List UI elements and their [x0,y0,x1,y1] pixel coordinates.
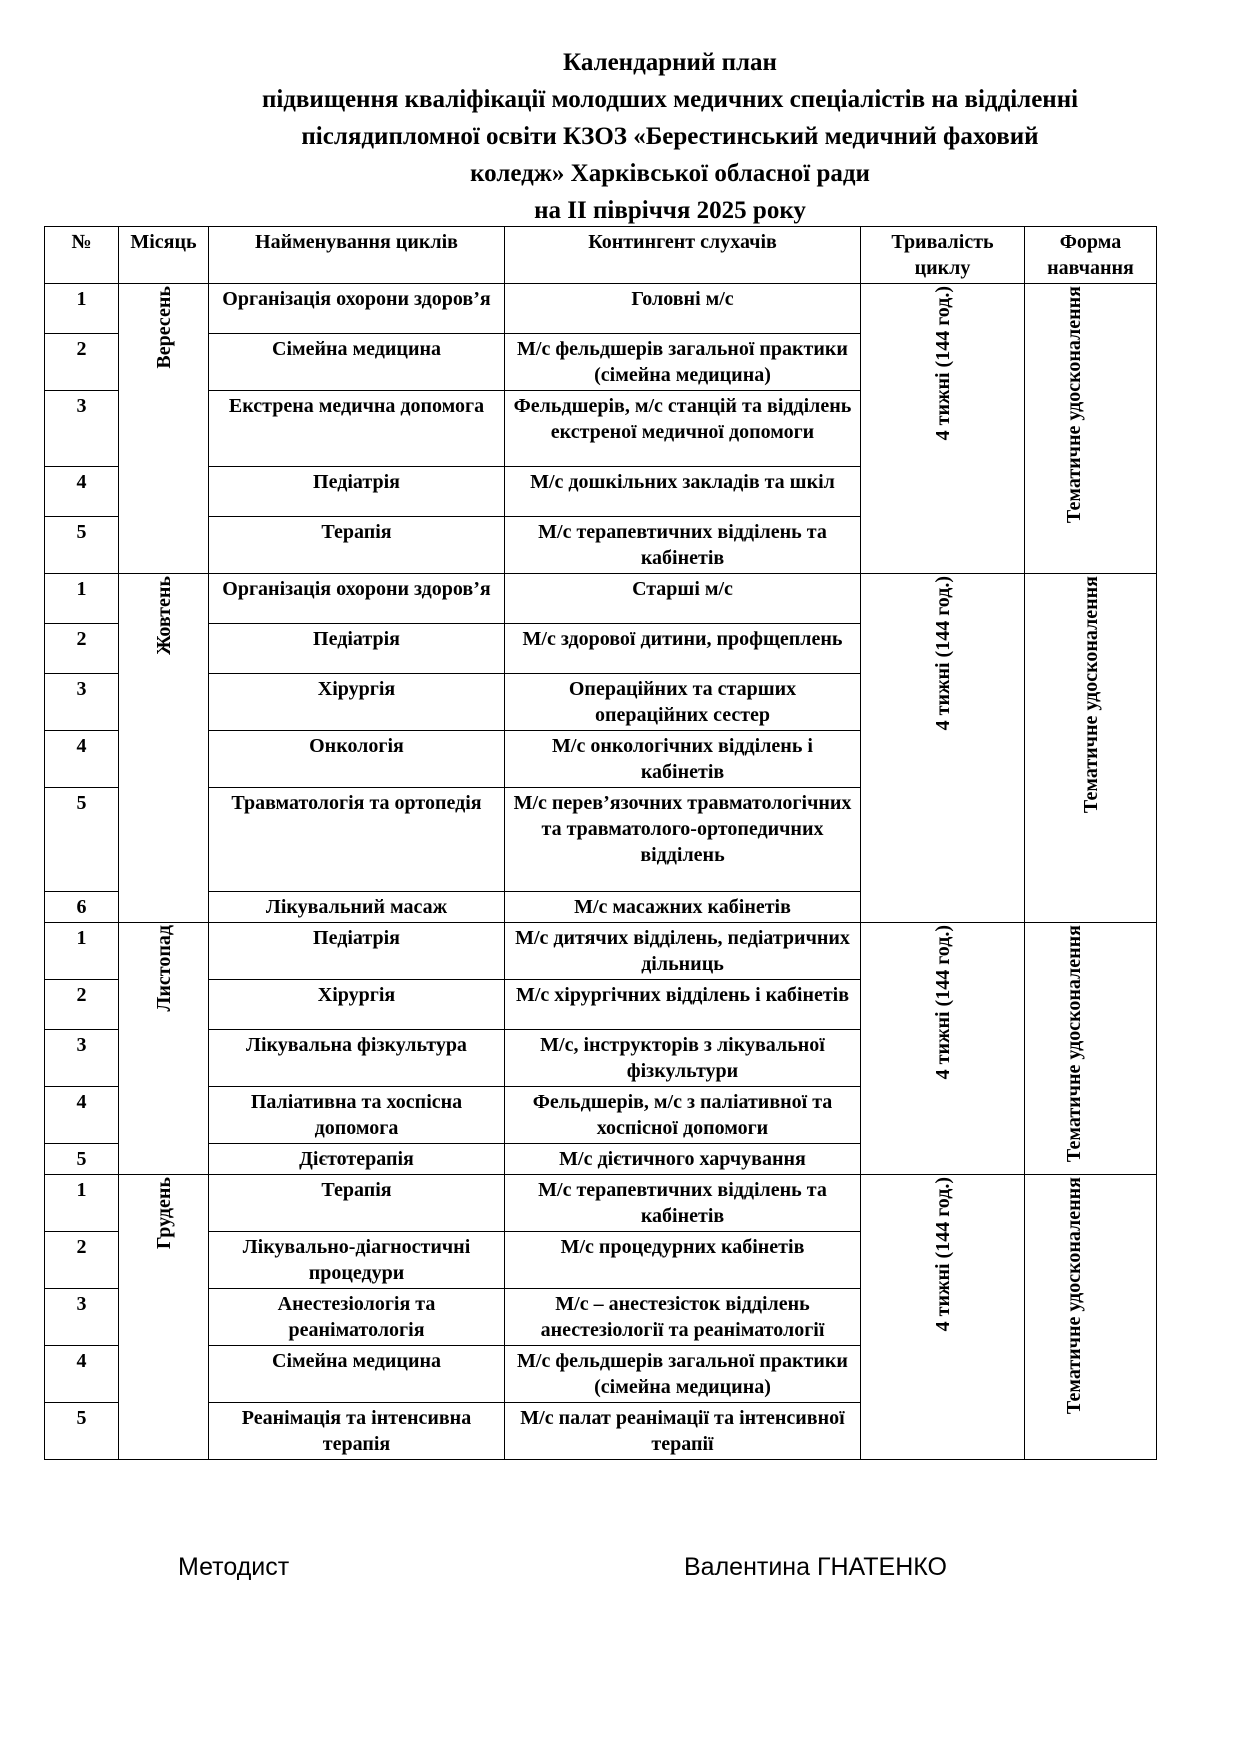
form-label: Тематичне удосконалення [1079,576,1102,814]
contingent: Фельдшерів, м/с з паліативної та хоспісної допомоги [505,1087,861,1144]
row-num: 1 [45,923,119,980]
table-row [45,284,1157,334]
form-label: Тематичне удосконалення [1062,925,1085,1163]
duration-label: 4 тижні (144 год.) [931,576,954,731]
title-line: післядипломної освіти КЗОЗ «Берестинський медичний фаховий [301,123,1039,150]
contingent: М/с фельдшерів загальної практики (сімейна медицина) [505,1346,861,1403]
row-num: 4 [45,1087,119,1144]
row-num: 2 [45,1232,119,1289]
duration-cell [861,574,1025,923]
month-cell [119,574,209,923]
contingent: М/с терапевтичних відділень та кабінетів [505,517,861,574]
duration-cell [861,923,1025,1175]
cycle-name: Сімейна медицина [209,334,505,391]
contingent: М/с фельдшерів загальної практики (сімейна медицина) [505,334,861,391]
cycle-name: Анестезіологія та реаніматологія [209,1289,505,1346]
cycle-name: Хірургія [209,674,505,731]
contingent: М/с дієтичного харчування [505,1144,861,1175]
row-num: 3 [45,1289,119,1346]
header-name: Найменування циклів [209,227,505,284]
signature-name: Валентина ГНАТЕНКО [684,1553,947,1581]
document-title [150,44,1190,229]
duration-cell [861,284,1025,574]
cycle-name: Терапія [209,517,505,574]
row-num: 4 [45,1346,119,1403]
header-duration: Тривалість циклу [861,227,1025,284]
table-row [45,923,1157,980]
contingent: М/с терапевтичних відділень та кабінетів [505,1175,861,1232]
contingent: Фельдшерів, м/с станцій та відділень екстреної медичної допомоги [505,391,861,467]
form-cell [1025,574,1157,923]
month-label: Жовтень [152,576,175,655]
cycle-name: Реанімація та інтенсивна терапія [209,1403,505,1460]
duration-cell [861,1175,1025,1460]
contingent: М/с – анестезісток відділень анестезіології та реаніматології [505,1289,861,1346]
month-cell [119,1175,209,1460]
month-label: Грудень [152,1177,175,1250]
title-line: на ІІ півріччя 2025 року [534,197,806,224]
row-num: 5 [45,788,119,892]
row-num: 4 [45,731,119,788]
header-num: № [45,227,119,284]
row-num: 2 [45,624,119,674]
contingent: М/с процедурних кабінетів [505,1232,861,1289]
row-num: 2 [45,980,119,1030]
cycle-name: Організація охорони здоров’я [209,284,505,334]
month-cell [119,923,209,1175]
header-contingent: Контингент слухачів [505,227,861,284]
cycle-name: Лікувальний масаж [209,892,505,923]
table-row [45,574,1157,624]
duration-label: 4 тижні (144 год.) [931,1177,954,1332]
contingent: М/с онкологічних відділень і кабінетів [505,731,861,788]
row-num: 6 [45,892,119,923]
title-line: коледж» Харківської обласної ради [470,160,870,187]
row-num: 5 [45,1403,119,1460]
month-cell [119,284,209,574]
cycle-name: Терапія [209,1175,505,1232]
contingent: М/с, інструкторів з лікувальної фізкультури [505,1030,861,1087]
cycle-name: Лікувальна фізкультура [209,1030,505,1087]
row-num: 3 [45,674,119,731]
row-num: 3 [45,391,119,467]
contingent: М/с масажних кабінетів [505,892,861,923]
title-line: підвищення кваліфікації молодших медичних спеціалістів на відділенні [261,86,1079,113]
row-num: 5 [45,517,119,574]
row-num: 5 [45,1144,119,1175]
contingent: М/с дитячих відділень, педіатричних дільниць [505,923,861,980]
header-form: Форма навчання [1025,227,1157,284]
row-num: 4 [45,467,119,517]
cycle-name: Педіатрія [209,467,505,517]
cycle-name: Паліативна та хоспісна допомога [209,1087,505,1144]
row-num: 1 [45,1175,119,1232]
cycle-name: Дієтотерапія [209,1144,505,1175]
table-row [45,1175,1157,1232]
contingent: Операційних та старших операційних сестер [505,674,861,731]
cycle-name: Хірургія [209,980,505,1030]
form-cell [1025,284,1157,574]
contingent: Головні м/с [505,284,861,334]
schedule-table [44,226,1157,1460]
form-cell [1025,1175,1157,1460]
cycle-name: Організація охорони здоров’я [209,574,505,624]
cycle-name: Екстрена медична допомога [209,391,505,467]
cycle-name: Травматологія та ортопедія [209,788,505,892]
header-month: Місяць [119,227,209,284]
header-row [45,227,1157,284]
contingent: М/с хірургічних відділень і кабінетів [505,980,861,1030]
duration-label: 4 тижні (144 год.) [931,925,954,1080]
cycle-name: Сімейна медицина [209,1346,505,1403]
form-label: Тематичне удосконалення [1062,1177,1085,1415]
month-label: Вересень [152,286,175,369]
contingent: Старші м/с [505,574,861,624]
title-line: Календарний план [563,49,777,76]
contingent: М/с дошкільних закладів та шкіл [505,467,861,517]
row-num: 1 [45,284,119,334]
form-cell [1025,923,1157,1175]
row-num: 2 [45,334,119,391]
cycle-name: Педіатрія [209,624,505,674]
cycle-name: Лікувально-діагностичні процедури [209,1232,505,1289]
cycle-name: Педіатрія [209,923,505,980]
form-label: Тематичне удосконалення [1062,286,1085,524]
signature-position: Методист [178,1553,290,1581]
row-num: 1 [45,574,119,624]
month-label: Листопад [152,925,175,1012]
contingent: М/с перев’язочних травматологічних та травматолого-ортопедичних відділень [505,788,861,892]
contingent: М/с палат реанімації та інтенсивної терапії [505,1403,861,1460]
contingent: М/с здорової дитини, профщеплень [505,624,861,674]
cycle-name: Онкологія [209,731,505,788]
row-num: 3 [45,1030,119,1087]
duration-label: 4 тижні (144 год.) [931,286,954,441]
